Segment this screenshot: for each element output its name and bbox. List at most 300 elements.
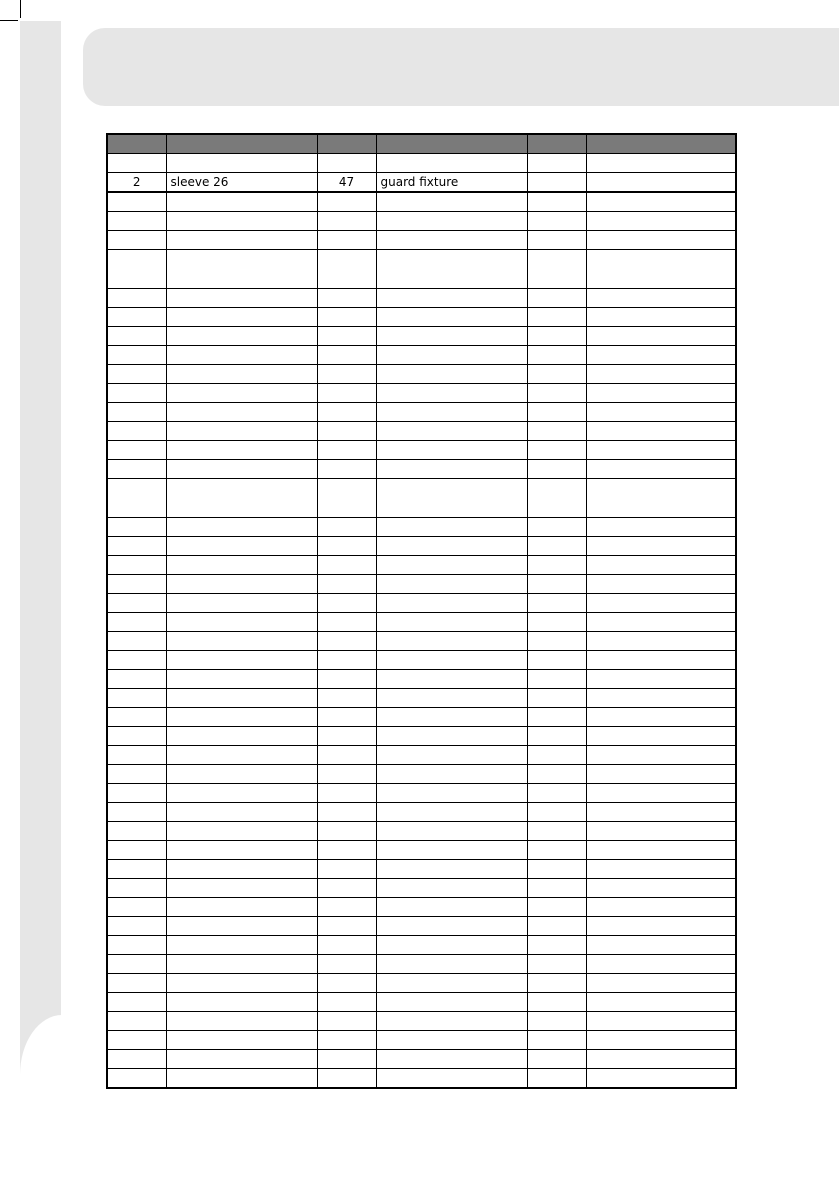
part-name — [376, 1069, 527, 1089]
part-number — [527, 727, 586, 746]
table-row — [107, 192, 736, 212]
table-row — [107, 518, 736, 537]
table-row — [107, 765, 736, 784]
header-cell — [107, 134, 166, 154]
part-name — [166, 250, 317, 289]
part-name — [376, 422, 527, 441]
part-name — [166, 403, 317, 422]
part-number — [527, 936, 586, 955]
part-name — [166, 289, 317, 308]
part-name — [586, 746, 736, 765]
part-name — [166, 955, 317, 974]
part-name — [166, 803, 317, 822]
part-number — [317, 403, 376, 422]
part-number — [527, 841, 586, 860]
part-name — [586, 689, 736, 708]
part-number — [317, 651, 376, 670]
part-name — [586, 1012, 736, 1031]
part-name — [166, 936, 317, 955]
part-name — [376, 822, 527, 841]
part-number — [317, 289, 376, 308]
part-number — [527, 154, 586, 173]
part-number — [527, 822, 586, 841]
part-name — [586, 613, 736, 632]
part-number — [527, 422, 586, 441]
part-number — [107, 212, 166, 231]
header-cell — [166, 134, 317, 154]
table-row — [107, 879, 736, 898]
part-number — [107, 613, 166, 632]
part-number — [527, 1031, 586, 1050]
part-number — [107, 670, 166, 689]
part-number — [107, 365, 166, 384]
table-row — [107, 289, 736, 308]
part-name — [586, 651, 736, 670]
part-name — [586, 803, 736, 822]
header-cell — [586, 134, 736, 154]
part-name — [586, 212, 736, 231]
part-name — [586, 441, 736, 460]
part-name — [166, 308, 317, 327]
part-number — [527, 231, 586, 250]
part-number — [527, 518, 586, 537]
part-name — [586, 784, 736, 803]
table-row — [107, 993, 736, 1012]
part-number — [317, 974, 376, 993]
part-number — [317, 212, 376, 231]
part-name — [586, 955, 736, 974]
part-name — [376, 460, 527, 479]
table-row — [107, 1031, 736, 1050]
part-number — [317, 518, 376, 537]
table-row — [107, 231, 736, 250]
part-number — [107, 841, 166, 860]
part-number — [107, 403, 166, 422]
table-row — [107, 632, 736, 651]
part-name — [376, 575, 527, 594]
part-number — [107, 955, 166, 974]
part-name — [376, 154, 527, 173]
part-name: guard fixture — [376, 173, 527, 193]
part-name — [166, 154, 317, 173]
part-number — [317, 993, 376, 1012]
part-number — [317, 708, 376, 727]
part-name — [586, 879, 736, 898]
part-number — [527, 346, 586, 365]
part-number — [527, 670, 586, 689]
part-number — [317, 765, 376, 784]
part-name — [166, 917, 317, 936]
part-name — [586, 192, 736, 212]
table-row — [107, 346, 736, 365]
part-name — [586, 537, 736, 556]
table-row — [107, 250, 736, 289]
part-name — [166, 192, 317, 212]
part-number — [107, 860, 166, 879]
part-name — [166, 594, 317, 613]
header-cell — [317, 134, 376, 154]
part-name — [376, 955, 527, 974]
part-name — [166, 384, 317, 403]
table-row — [107, 708, 736, 727]
part-name — [586, 460, 736, 479]
part-number — [107, 289, 166, 308]
part-name — [586, 765, 736, 784]
part-number — [107, 746, 166, 765]
part-name — [586, 173, 736, 193]
part-name — [166, 479, 317, 518]
part-number — [107, 422, 166, 441]
part-number — [107, 898, 166, 917]
part-name — [376, 212, 527, 231]
part-number — [317, 327, 376, 346]
part-number — [107, 689, 166, 708]
header-cell — [376, 134, 527, 154]
part-name — [586, 556, 736, 575]
part-number — [527, 879, 586, 898]
part-name — [586, 154, 736, 173]
part-name — [586, 841, 736, 860]
part-name — [166, 974, 317, 993]
part-number — [107, 936, 166, 955]
part-number — [527, 479, 586, 518]
part-number — [527, 803, 586, 822]
part-number — [107, 346, 166, 365]
part-name — [166, 651, 317, 670]
part-number — [107, 727, 166, 746]
part-name — [586, 1031, 736, 1050]
part-name — [376, 936, 527, 955]
part-name — [376, 860, 527, 879]
part-number — [107, 192, 166, 212]
part-name — [586, 936, 736, 955]
part-number — [107, 575, 166, 594]
part-name — [166, 765, 317, 784]
part-name — [586, 365, 736, 384]
part-name — [376, 708, 527, 727]
part-number — [527, 289, 586, 308]
part-name — [586, 250, 736, 289]
part-name — [586, 518, 736, 537]
part-number — [317, 879, 376, 898]
part-name — [586, 308, 736, 327]
part-number — [527, 575, 586, 594]
table-row — [107, 936, 736, 955]
part-number — [527, 689, 586, 708]
part-number — [317, 727, 376, 746]
part-name — [166, 231, 317, 250]
crop-mark-vertical — [20, 0, 21, 18]
part-number — [527, 651, 586, 670]
part-name — [376, 346, 527, 365]
part-number — [527, 537, 586, 556]
table-row — [107, 173, 736, 193]
part-number — [317, 250, 376, 289]
part-number — [527, 365, 586, 384]
part-number — [317, 231, 376, 250]
part-name: sleeve 26 — [166, 173, 317, 193]
part-name — [376, 670, 527, 689]
part-name — [586, 422, 736, 441]
part-name — [166, 841, 317, 860]
part-number — [107, 518, 166, 537]
part-name — [376, 384, 527, 403]
part-number — [317, 689, 376, 708]
table-row — [107, 556, 736, 575]
table-row — [107, 803, 736, 822]
part-number — [527, 746, 586, 765]
part-name — [376, 632, 527, 651]
part-name — [166, 460, 317, 479]
part-name — [586, 479, 736, 518]
part-name — [376, 594, 527, 613]
table-row — [107, 1012, 736, 1031]
part-name — [166, 860, 317, 879]
part-number — [317, 917, 376, 936]
part-number — [527, 327, 586, 346]
part-name — [586, 860, 736, 879]
table-row — [107, 327, 736, 346]
table-row — [107, 727, 736, 746]
part-name — [376, 993, 527, 1012]
table-row — [107, 651, 736, 670]
part-name — [376, 289, 527, 308]
part-number — [107, 917, 166, 936]
part-number — [527, 384, 586, 403]
part-number — [527, 1069, 586, 1089]
part-name — [586, 708, 736, 727]
table-row — [107, 594, 736, 613]
part-name — [166, 784, 317, 803]
part-number — [527, 192, 586, 212]
part-name — [376, 308, 527, 327]
table-row — [107, 537, 736, 556]
part-name — [376, 765, 527, 784]
part-name — [166, 346, 317, 365]
part-name — [586, 632, 736, 651]
part-name — [376, 727, 527, 746]
part-name — [586, 727, 736, 746]
part-number — [317, 632, 376, 651]
part-name — [376, 250, 527, 289]
part-number — [317, 308, 376, 327]
part-number — [317, 822, 376, 841]
part-number — [107, 460, 166, 479]
part-number — [107, 1031, 166, 1050]
part-number — [317, 154, 376, 173]
part-name — [376, 898, 527, 917]
part-number — [107, 784, 166, 803]
part-number — [527, 708, 586, 727]
part-name — [166, 708, 317, 727]
part-number — [317, 1069, 376, 1089]
part-number — [317, 746, 376, 765]
part-name — [376, 803, 527, 822]
part-number — [317, 1031, 376, 1050]
part-number — [317, 803, 376, 822]
part-name — [376, 231, 527, 250]
table-row — [107, 860, 736, 879]
part-name — [166, 822, 317, 841]
part-name — [166, 613, 317, 632]
part-number — [317, 594, 376, 613]
header-band — [83, 28, 839, 106]
part-number — [527, 613, 586, 632]
table-row — [107, 1050, 736, 1069]
part-name — [376, 479, 527, 518]
part-name — [166, 441, 317, 460]
part-number — [107, 441, 166, 460]
part-name — [586, 1069, 736, 1089]
part-number — [527, 898, 586, 917]
part-name — [376, 613, 527, 632]
part-number — [527, 212, 586, 231]
part-name — [166, 632, 317, 651]
part-number — [317, 860, 376, 879]
part-name — [166, 556, 317, 575]
part-name — [166, 1069, 317, 1089]
part-name — [166, 898, 317, 917]
part-name — [586, 327, 736, 346]
part-number — [317, 1012, 376, 1031]
part-name — [586, 575, 736, 594]
part-number — [317, 898, 376, 917]
part-number — [107, 231, 166, 250]
part-name — [376, 556, 527, 575]
part-number — [107, 1050, 166, 1069]
part-name — [376, 1012, 527, 1031]
part-number — [317, 556, 376, 575]
table-row — [107, 822, 736, 841]
part-name — [376, 518, 527, 537]
part-name — [166, 575, 317, 594]
part-name — [586, 993, 736, 1012]
table-row — [107, 422, 736, 441]
part-number — [107, 974, 166, 993]
part-number — [317, 784, 376, 803]
part-number — [317, 613, 376, 632]
part-name — [376, 974, 527, 993]
parts-table — [106, 133, 737, 1089]
part-name — [166, 670, 317, 689]
part-number — [527, 250, 586, 289]
table-row — [107, 365, 736, 384]
part-name — [166, 689, 317, 708]
table-row — [107, 308, 736, 327]
part-number — [317, 460, 376, 479]
part-name — [376, 784, 527, 803]
part-name — [376, 917, 527, 936]
part-name — [166, 1012, 317, 1031]
part-number — [107, 537, 166, 556]
part-number — [107, 154, 166, 173]
table-row — [107, 1069, 736, 1089]
table-row — [107, 689, 736, 708]
part-name — [586, 974, 736, 993]
part-name — [376, 879, 527, 898]
part-number — [107, 803, 166, 822]
part-number — [107, 384, 166, 403]
part-name — [586, 346, 736, 365]
part-number — [107, 556, 166, 575]
part-number — [107, 1012, 166, 1031]
part-number — [107, 879, 166, 898]
header-cell — [527, 134, 586, 154]
table-row — [107, 575, 736, 594]
table-row — [107, 441, 736, 460]
part-number — [107, 250, 166, 289]
part-name — [586, 289, 736, 308]
part-number — [317, 936, 376, 955]
part-number — [107, 479, 166, 518]
table-row — [107, 784, 736, 803]
part-number — [107, 1069, 166, 1089]
part-name — [166, 327, 317, 346]
part-number — [317, 346, 376, 365]
part-number — [317, 479, 376, 518]
part-number — [107, 327, 166, 346]
part-number — [317, 422, 376, 441]
table-row — [107, 841, 736, 860]
part-name — [166, 1031, 317, 1050]
part-number — [317, 192, 376, 212]
part-number — [527, 632, 586, 651]
part-number — [527, 556, 586, 575]
part-name — [586, 231, 736, 250]
part-number — [527, 765, 586, 784]
part-name — [166, 993, 317, 1012]
part-name — [586, 898, 736, 917]
part-name — [376, 403, 527, 422]
part-name — [166, 727, 317, 746]
part-name — [166, 518, 317, 537]
part-name — [586, 594, 736, 613]
part-name — [166, 1050, 317, 1069]
part-number — [527, 974, 586, 993]
part-number — [107, 651, 166, 670]
part-number — [107, 765, 166, 784]
part-number — [107, 594, 166, 613]
table-row — [107, 479, 736, 518]
part-number: 2 — [107, 173, 166, 193]
part-name — [166, 365, 317, 384]
part-number — [527, 993, 586, 1012]
part-name — [166, 212, 317, 231]
part-name — [376, 1031, 527, 1050]
part-number — [317, 1050, 376, 1069]
part-name — [376, 537, 527, 556]
part-number — [317, 384, 376, 403]
part-name — [166, 746, 317, 765]
table-row — [107, 955, 736, 974]
part-name — [166, 422, 317, 441]
part-number — [527, 784, 586, 803]
table-row — [107, 974, 736, 993]
part-number — [107, 308, 166, 327]
table-row — [107, 212, 736, 231]
table-row — [107, 670, 736, 689]
part-number — [527, 460, 586, 479]
part-number — [527, 441, 586, 460]
part-number — [317, 670, 376, 689]
part-name — [376, 689, 527, 708]
part-name — [376, 192, 527, 212]
part-number — [527, 860, 586, 879]
part-name — [586, 384, 736, 403]
table-row — [107, 154, 736, 173]
part-name — [376, 841, 527, 860]
part-name — [376, 327, 527, 346]
